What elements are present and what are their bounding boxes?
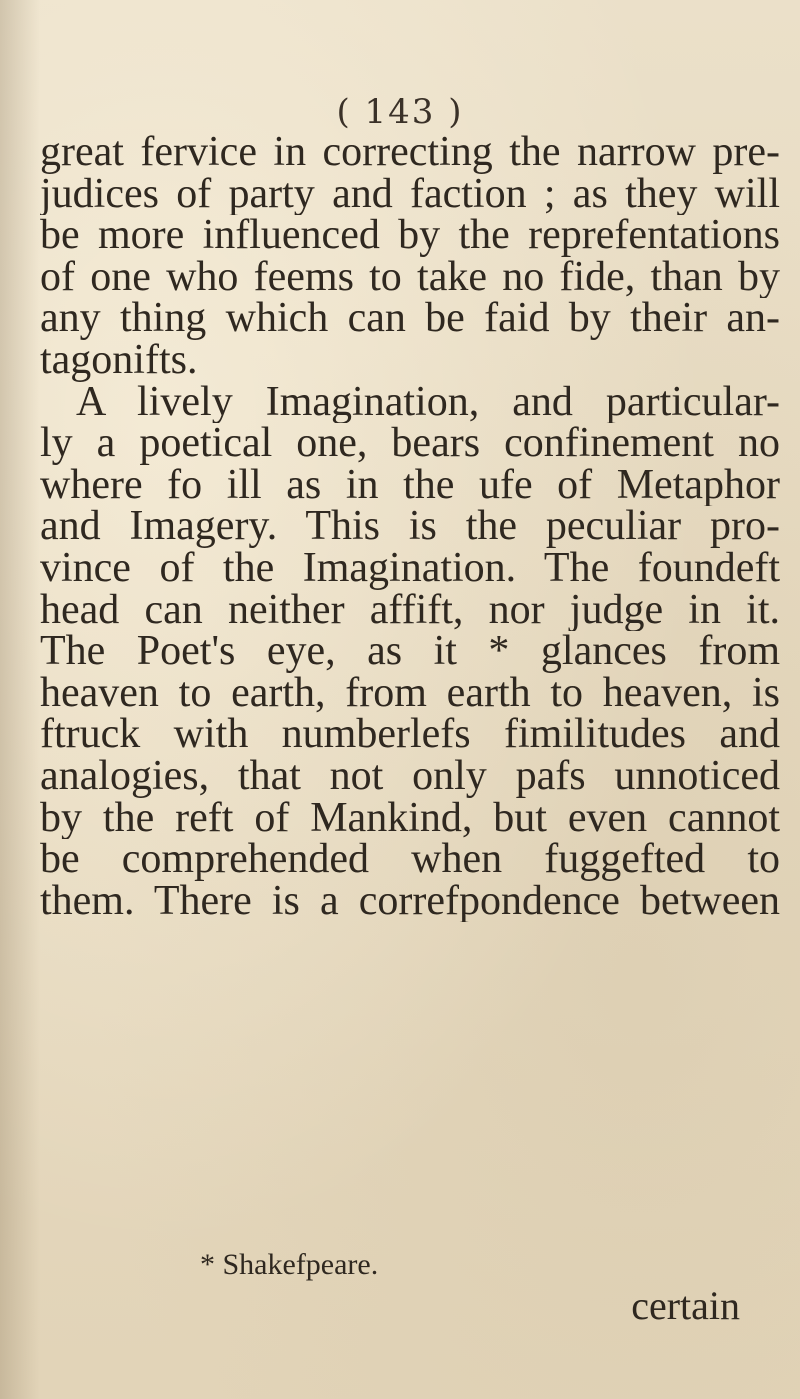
gutter-shadow	[0, 0, 40, 1399]
text-line: The Poet's eye, as it * glances from	[40, 631, 780, 673]
text-line: be comprehended when fuggefted to	[40, 839, 780, 881]
page-footer	[40, 1248, 780, 1328]
catchword: certain	[631, 1283, 740, 1328]
text-line: ftruck with numberlefs fimilitudes and	[40, 714, 780, 756]
text-line: great fervice in correcting the narrow pre-	[40, 132, 780, 174]
text-line: where fo ill as in the ufe of Metaphor	[40, 464, 780, 507]
text-line: by the reft of Mankind, but even cannot	[40, 797, 780, 840]
text-line: heaven to earth, from earth to heaven, is	[40, 672, 780, 715]
text-line: A lively Imagination, and particular-	[76, 381, 780, 424]
text-line: tagonifts.	[40, 339, 198, 382]
text-line: be more influenced by the reprefentations	[40, 215, 780, 257]
text-line: vince of the Imagination. The foundeft	[40, 547, 780, 590]
footnote: * Shakefpeare.	[200, 1248, 379, 1281]
text-line: judices of party and faction ; as they will	[40, 173, 780, 216]
text-line: analogies, that not only pafs unnoticed	[40, 755, 780, 798]
text-line: ly a poetical one, bears confinement no	[40, 423, 780, 465]
body-text	[40, 132, 780, 922]
text-line: and Imagery. This is the peculiar pro-	[40, 506, 780, 548]
page-number: ( 143 )	[336, 92, 464, 132]
text-line: any thing which can be faid by their an-	[40, 298, 780, 340]
text-line: of one who feems to take no fide, than by	[40, 256, 780, 299]
text-line: them. There is a correfpondence between	[40, 880, 780, 923]
text-line: head can neither affift, nor judge in it.	[40, 589, 780, 632]
